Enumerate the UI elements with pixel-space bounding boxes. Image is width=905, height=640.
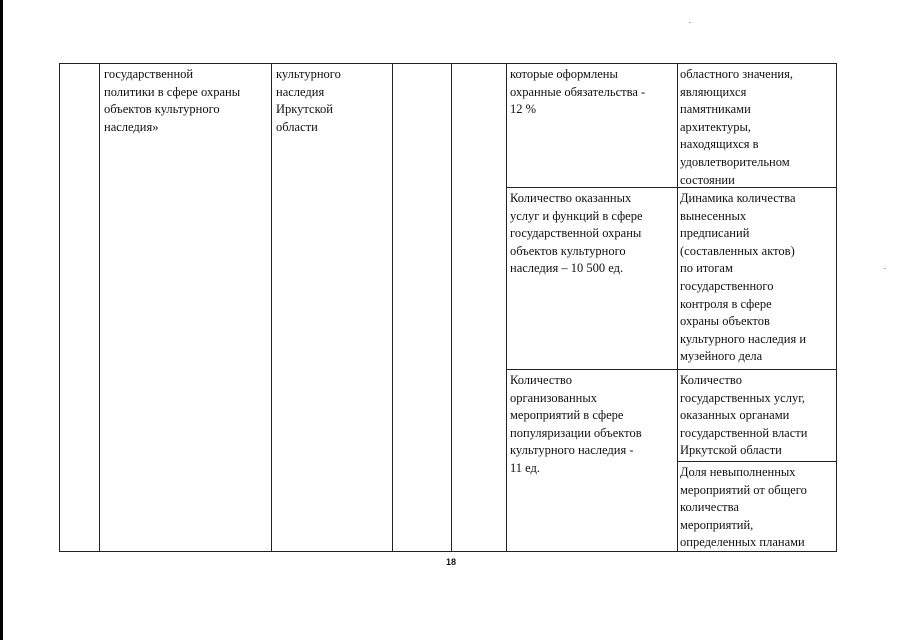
cell-text-line: наследия xyxy=(276,84,325,99)
cell-text-line: наследия – 10 500 ед. xyxy=(510,261,624,276)
column-divider xyxy=(677,63,678,552)
cell-text-line: Доля невыполненных xyxy=(680,465,796,479)
cell-text-line: Иркутской xyxy=(276,102,333,117)
criteria-cell xyxy=(680,190,806,366)
cell-text-line: оказанных органами xyxy=(680,408,790,423)
cell-text-line: определенных планами xyxy=(680,535,805,550)
criteria-cell xyxy=(680,66,793,189)
goal-cell xyxy=(104,66,240,136)
scan-speck xyxy=(689,22,691,23)
cell-text-line: культурного наследия - xyxy=(510,443,634,458)
cell-text-line: области xyxy=(276,119,318,134)
cell-text-line: Иркутской области xyxy=(680,443,782,458)
column-divider xyxy=(836,63,837,552)
cell-text-line: архитектуры, xyxy=(680,119,751,134)
cell-text-line: являющихся xyxy=(680,84,747,99)
cell-text-line: музейного дела xyxy=(680,349,763,364)
cell-text-line: мероприятий в сфере xyxy=(510,408,624,423)
executor-cell xyxy=(276,66,341,136)
column-divider xyxy=(59,63,60,552)
table-top-border xyxy=(59,63,837,64)
column-divider xyxy=(451,63,452,552)
cell-text-line: 12 % xyxy=(510,102,537,117)
cell-text-line: государственной власти xyxy=(680,425,808,440)
cell-text-line: государственного xyxy=(680,278,774,293)
cell-text-line: политики в сфере охраны xyxy=(104,84,241,99)
cell-text-line: которые оформлены xyxy=(510,67,618,81)
cell-text-line: объектов культурного xyxy=(510,243,626,258)
cell-text-line: мероприятий от общего xyxy=(680,482,807,497)
cell-text-line: культурного наследия и xyxy=(680,331,807,346)
indicator-cell xyxy=(510,190,643,278)
cell-text-line: объектов культурного xyxy=(104,102,220,117)
cell-text-line: количества xyxy=(680,500,739,515)
scan-edge xyxy=(0,0,3,640)
cell-text-line: услуг и функций в сфере xyxy=(510,208,643,223)
column-divider xyxy=(271,63,272,552)
cell-text-line: охранные обязательства - xyxy=(510,84,646,99)
cell-text-line: мероприятий, xyxy=(680,517,754,532)
cell-text-line: государственной xyxy=(104,67,194,81)
cell-text-line: вынесенных xyxy=(680,208,747,223)
cell-text-line: организованных xyxy=(510,390,597,405)
cell-text-line: наследия» xyxy=(104,119,159,134)
scan-speck xyxy=(884,268,886,269)
cell-text-line: находящихся в xyxy=(680,137,759,152)
cell-text-line: 11 ед. xyxy=(510,460,541,475)
cell-text-line: удовлетворительном xyxy=(680,154,790,169)
criteria-cell xyxy=(680,372,807,460)
cell-text-line: Количество оказанных xyxy=(510,191,632,205)
cell-text-line: популяризации объектов xyxy=(510,425,642,440)
indicator-cell xyxy=(510,372,642,478)
cell-text-line: Динамика количества xyxy=(680,191,796,205)
cell-text-line: Количество xyxy=(510,373,572,387)
indicator-cell xyxy=(510,66,645,119)
row-divider xyxy=(677,461,837,462)
column-divider xyxy=(506,63,507,552)
row-divider xyxy=(506,369,837,370)
cell-text-line: областного значения, xyxy=(680,67,793,81)
cell-text-line: (составленных актов) xyxy=(680,243,795,258)
criteria-cell xyxy=(680,464,807,552)
cell-text-line: предписаний xyxy=(680,226,750,241)
cell-text-line: государственной охраны xyxy=(510,226,642,241)
cell-text-line: культурного xyxy=(276,67,341,81)
cell-text-line: памятниками xyxy=(680,102,751,117)
page-number: 18 xyxy=(446,557,457,567)
cell-text-line: Количество xyxy=(680,373,742,387)
column-divider xyxy=(392,63,393,552)
cell-text-line: государственных услуг, xyxy=(680,390,806,405)
cell-text-line: контроля в сфере xyxy=(680,296,772,311)
cell-text-line: охраны объектов xyxy=(680,314,770,329)
cell-text-line: состоянии xyxy=(680,172,735,187)
cell-text-line: по итогам xyxy=(680,261,733,276)
column-divider xyxy=(99,63,100,552)
